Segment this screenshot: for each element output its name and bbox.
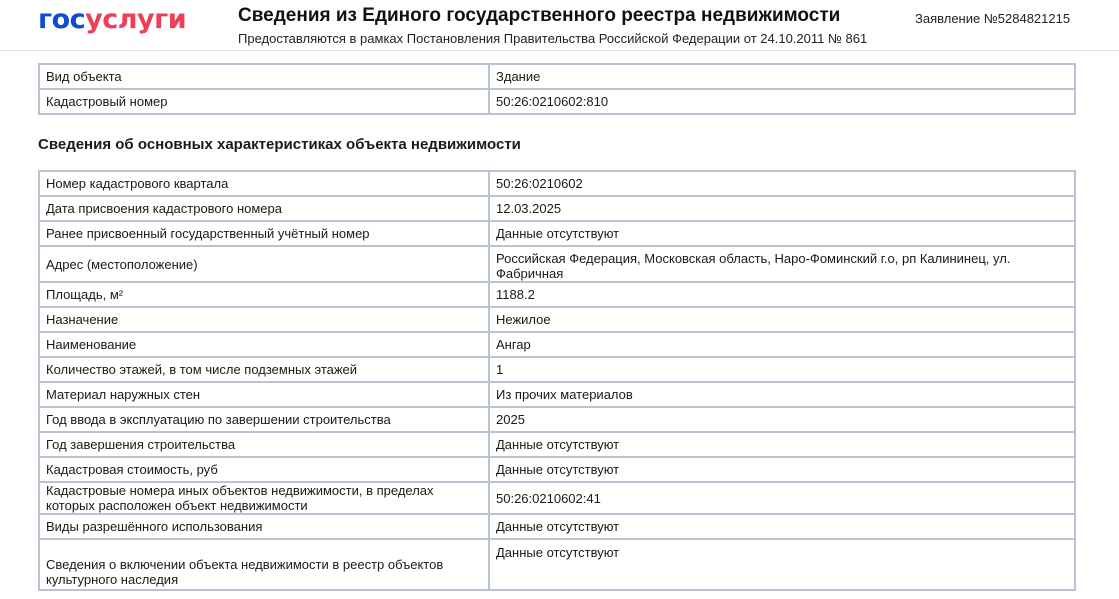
row-value: Нежилое [489, 307, 1075, 332]
table-row [39, 64, 1075, 89]
page-header [0, 0, 1119, 51]
row-label: Год ввода в эксплуатацию по завершении строительства [39, 407, 489, 432]
row-value: Данные отсутствуют [489, 457, 1075, 482]
table-row [39, 482, 1075, 514]
table-row [39, 514, 1075, 539]
table-row [39, 221, 1075, 246]
row-label: Кадастровая стоимость, руб [39, 457, 489, 482]
object-info-table [38, 63, 1076, 115]
section-title: Сведения об основных характеристиках объекта недвижимости [38, 136, 521, 153]
row-value: 12.03.2025 [489, 196, 1075, 221]
table-row [39, 332, 1075, 357]
logo-gos-text: гос [38, 4, 86, 35]
row-value: 2025 [489, 407, 1075, 432]
row-label: Дата присвоения кадастрового номера [39, 196, 489, 221]
logo-uslugi-text: услуги [85, 4, 187, 35]
row-value: 1188.2 [489, 282, 1075, 307]
row-label: Материал наружных стен [39, 382, 489, 407]
row-value: 1 [489, 357, 1075, 382]
row-value: 50:26:0210602:810 [489, 89, 1075, 114]
row-value: Ангар [489, 332, 1075, 357]
table-row [39, 539, 1075, 590]
row-label: Сведения о включении объекта недвижимости в реестр объектов культурного наследия [39, 539, 489, 590]
table-row [39, 196, 1075, 221]
row-value: 50:26:0210602 [489, 171, 1075, 196]
application-number: Заявление №5284821215 [915, 11, 1071, 26]
row-label: Ранее присвоенный государственный учётный номер [39, 221, 489, 246]
row-value: Из прочих материалов [489, 382, 1075, 407]
table-row [39, 171, 1075, 196]
row-value: 50:26:0210602:41 [489, 482, 1075, 514]
table-row [39, 89, 1075, 114]
row-label: Площадь, м² [39, 282, 489, 307]
gosuslugi-logo[interactable] [38, 4, 186, 36]
table-row [39, 457, 1075, 482]
document-title: Сведения из Единого государственного реестра недвижимости [238, 5, 841, 26]
table-row [39, 407, 1075, 432]
table-row [39, 307, 1075, 332]
row-label: Назначение [39, 307, 489, 332]
row-label: Количество этажей, в том числе подземных этажей [39, 357, 489, 382]
table-row [39, 382, 1075, 407]
table-row [39, 357, 1075, 382]
row-label: Кадастровые номера иных объектов недвижимости, в пределах которых расположен объект недвижимости [39, 482, 489, 514]
table-row [39, 432, 1075, 457]
row-label: Вид объекта [39, 64, 489, 89]
table-row [39, 246, 1075, 282]
row-label: Виды разрешённого использования [39, 514, 489, 539]
row-value: Данные отсутствуют [489, 539, 1075, 590]
row-label: Год завершения строительства [39, 432, 489, 457]
characteristics-table [38, 170, 1076, 591]
row-label: Наименование [39, 332, 489, 357]
row-label: Номер кадастрового квартала [39, 171, 489, 196]
row-value: Российская Федерация, Московская область, Наро-Фоминский г.о, рп Калининец, ул. Фабричная [489, 246, 1075, 282]
row-value: Здание [489, 64, 1075, 89]
row-label: Кадастровый номер [39, 89, 489, 114]
table-row [39, 282, 1075, 307]
row-value: Данные отсутствуют [489, 221, 1075, 246]
row-label: Адрес (местоположение) [39, 246, 489, 282]
row-value: Данные отсутствуют [489, 432, 1075, 457]
document-subtitle: Предоставляются в рамках Постановления Правительства Российской Федерации от 24.10.2011 № 861 [238, 31, 868, 46]
row-value: Данные отсутствуют [489, 514, 1075, 539]
